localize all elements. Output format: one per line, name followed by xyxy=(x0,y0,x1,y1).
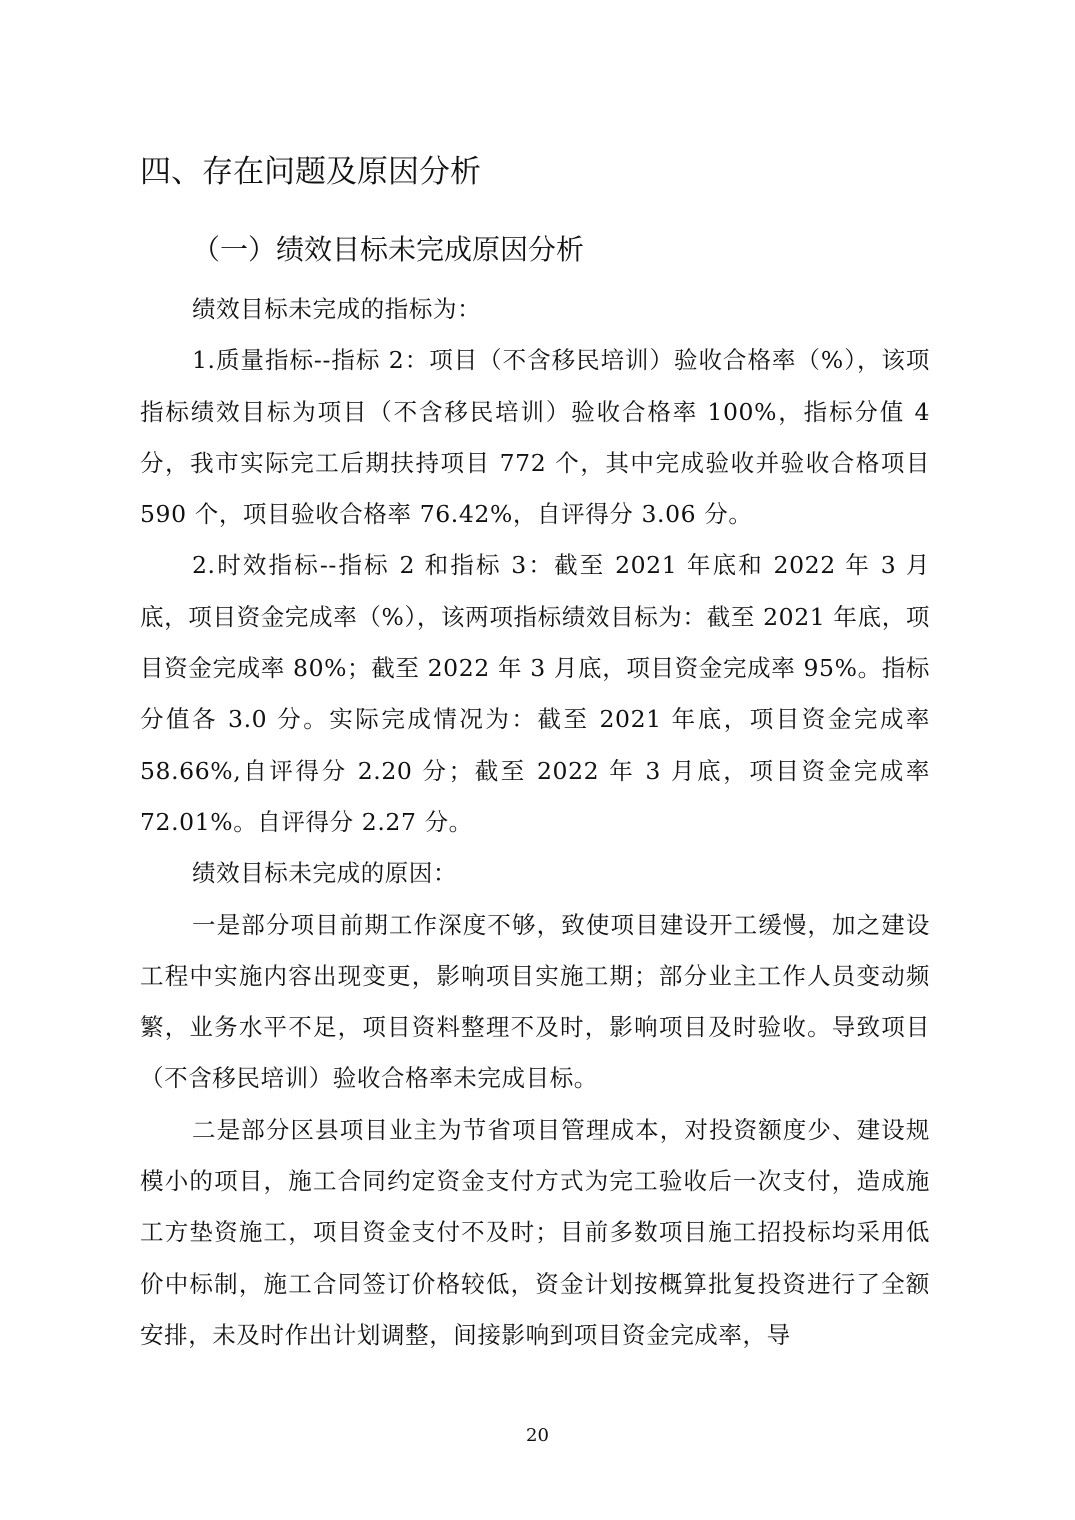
paragraph-reason-two: 二是部分区县项目业主为节省项目管理成本，对投资额度少、建设规模小的项目，施工合同约定资金支付方式为完工验收后一次支付，造成施工方垫资施工，项目资金支付不及时；目前多数项目施工招投标均采用低价中标制，施工合同签订价格较低，资金计划按概算批复投资进行了全额安排，未及时作出计划调整，间接影响到项目资金完成率，导 xyxy=(140,1115,930,1349)
section-heading: 四、存在问题及原因分析 xyxy=(140,154,481,190)
paragraph-indicators-intro: 绩效目标未完成的指标为： xyxy=(192,295,482,323)
paragraph-reason-one: 一是部分项目前期工作深度不够，致使项目建设开工缓慢，加之建设工程中实施内容出现变更，影响项目实施工期；部分业主工作人员变动频繁，业务水平不足，项目资料整理不及时，影响项目及时验收。导致项目（不含移民培训）验收合格率未完成目标。 xyxy=(140,910,930,1093)
subsection-heading: （一）绩效目标未完成原因分析 xyxy=(192,233,585,266)
body-text xyxy=(140,284,930,1361)
paragraph-reasons-intro: 绩效目标未完成的原因： xyxy=(192,859,458,888)
paragraph-timeliness-indicator: 2.时效指标--指标 2 和指标 3：截至 2021 年底和 2022 年 3 月底，项目资金完成率（%），该两项指标绩效目标为：截至 2021 年底，项目资金完成率 80%；截至 2022 年 3 月底，项目资金完成率 95%。指标分值各 3.0 分。实际完成情况为：截至 2021 年底，项目资金完成率 58.66%,自评得分 2.20 分；截至 2022 年 3 月底，项目资金完成率 72.01%。自评得分 2.27 分。 xyxy=(140,551,930,836)
page-number: 20 xyxy=(526,1425,549,1446)
paragraph-quality-indicator: 1.质量指标--指标 2：项目（不含移民培训）验收合格率（%），该项指标绩效目标为项目（不含移民培训）验收合格率 100%，指标分值 4 分，我市实际完工后期扶持项目 772 个，其中完成验收并验收合格项目 590 个，项目验收合格率 76.42%，自评得分 3.06 分。 xyxy=(140,346,930,529)
